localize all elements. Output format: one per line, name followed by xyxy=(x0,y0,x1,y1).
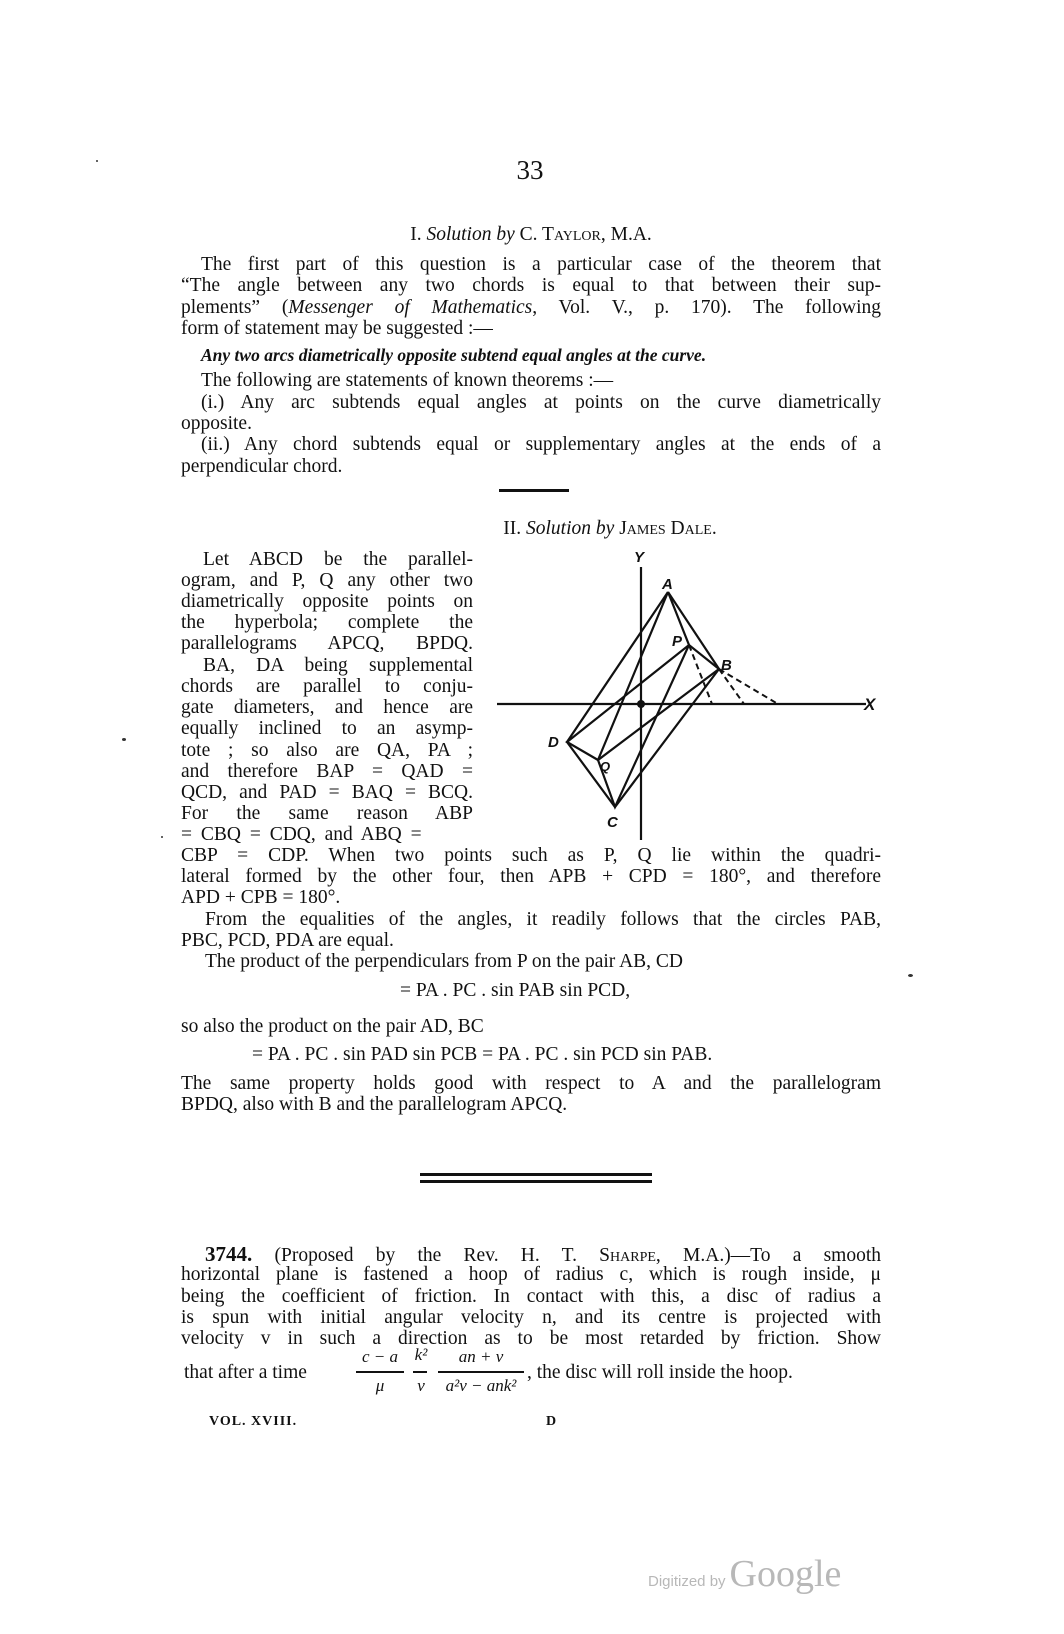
problem-line: velocity v in such a direction as to be most retarded by friction. Show xyxy=(181,1328,881,1349)
label-a: A xyxy=(662,576,673,593)
frac1-num: c − a xyxy=(361,1347,399,1366)
section2-author: James Dale. xyxy=(619,518,717,539)
parallelogram-apcq xyxy=(598,592,689,807)
s1-line-8: opposite. xyxy=(181,413,252,434)
s2-col-line: equally inclined to an asymp- xyxy=(181,718,473,739)
s2-line: so also the product on the pair AD, BC xyxy=(181,1016,484,1037)
s2-line: BPDQ, also with B and the parallelogram APCQ. xyxy=(181,1094,568,1115)
s2-col-line: ogram, and P, Q any other two xyxy=(181,570,473,591)
dashed-line-b2 xyxy=(719,669,778,704)
s2-col-line: gate diameters, and hence are xyxy=(181,697,473,718)
proposer-post: , M.A.)—To a smooth xyxy=(655,1245,882,1266)
problem-line: being the coefficient of friction. In contact with this, a disc of radius a xyxy=(181,1286,881,1307)
double-rule-bottom xyxy=(420,1180,652,1183)
s1-theorem-ii: (ii.) Any chord subtends equal or supplementary angles at the ends of a xyxy=(201,434,881,455)
section2-numeral: II. xyxy=(503,518,522,539)
label-b: B xyxy=(721,657,732,674)
journal-title: Messenger of Mathematics xyxy=(288,297,533,318)
section1-author: C. Taylor, M.A. xyxy=(519,224,652,245)
digitized-by-google-watermark xyxy=(648,1552,841,1596)
section2-solution-by: Solution by xyxy=(526,518,615,539)
scan-speck xyxy=(908,974,913,977)
double-rule-top xyxy=(420,1173,652,1176)
problem-line: is spun with initial angular velocity n, and its centre is projected with xyxy=(181,1307,881,1328)
frac3-bar xyxy=(438,1371,524,1373)
s2-line: PBC, PCD, PDA are equal. xyxy=(181,930,394,951)
s1-line-3-post: , Vol. V., p. 170). The following xyxy=(532,297,882,318)
frac2-num: k² xyxy=(414,1345,428,1364)
frac3-num: an + v xyxy=(458,1347,504,1366)
s2-col-line: diametrically opposite points on xyxy=(181,591,473,612)
problem-line: horizontal plane is fastened a hoop of radius c, which is rough inside, μ xyxy=(181,1264,881,1285)
s2-col-line: = CBQ = CDQ, and ABQ = xyxy=(181,824,422,845)
label-x: X xyxy=(864,695,876,714)
scan-speck xyxy=(161,836,163,838)
watermark-prefix: Digitized by xyxy=(648,1573,726,1590)
s2-col-line: and therefore BAP = QAD = xyxy=(181,761,473,782)
s1-line-2: “The angle between any two chords is equal to that between their sup- xyxy=(181,275,881,296)
dashed-line-b1 xyxy=(719,669,744,704)
s2-col-line: the hyperbola; complete the xyxy=(181,612,473,633)
frac3-den: a²v − ank² xyxy=(445,1376,517,1395)
s1-line-4: form of statement may be suggested :— xyxy=(181,318,493,339)
problem-last-post: , the disc will roll inside the hoop. xyxy=(527,1362,793,1383)
label-p: P xyxy=(672,633,683,650)
s2-line: The product of the perpendiculars from P on the pair AB, CD xyxy=(205,951,683,972)
problem-number: 3744. xyxy=(205,1242,253,1266)
frac1-bar xyxy=(356,1371,404,1373)
s1-theorem-statement: Any two arcs diametrically opposite subtend equal angles at the curve. xyxy=(201,345,707,365)
s2-col-line: BA, DA being supplemental xyxy=(203,655,473,676)
s1-line-3-pre: plements” ( xyxy=(181,297,289,318)
proposer-name: Sharpe xyxy=(599,1245,656,1266)
frac2-den: v xyxy=(417,1376,425,1395)
s1-line-1: The first part of this question is a particular case of the theorem that xyxy=(201,254,881,275)
label-c: C xyxy=(607,814,618,831)
page-number: 33 xyxy=(516,155,544,185)
label-q: Q xyxy=(600,759,611,774)
scan-speck xyxy=(122,738,126,741)
s1-line-6: The following are statements of known theorems :— xyxy=(201,370,614,391)
s2-col-line: chords are parallel to conju- xyxy=(181,676,473,697)
section1-numeral: I. xyxy=(410,224,422,245)
google-logo: Google xyxy=(729,1553,842,1595)
volume-footer: VOL. XVIII. xyxy=(209,1414,298,1429)
scan-speck xyxy=(96,160,98,162)
origin-point xyxy=(637,700,645,708)
s2-line: CBP = CDP. When two points such as P, Q lie within the quadri- xyxy=(181,845,881,866)
label-y: Y xyxy=(634,549,645,566)
s2-col-line: tote ; so also are QA, PA ; xyxy=(181,740,473,761)
label-d: D xyxy=(548,734,559,751)
parallelogram-abcd xyxy=(567,592,719,807)
s1-line-10: perpendicular chord. xyxy=(181,456,343,477)
s2-col-line: Let ABCD be the parallel- xyxy=(203,549,473,570)
signature-mark: D xyxy=(546,1414,558,1429)
section1-solution-by: Solution by xyxy=(426,224,515,245)
s2-line: From the equalities of the angles, it readily follows that the circles PAB, xyxy=(205,909,881,930)
problem-last-pre: that after a time xyxy=(184,1362,307,1383)
s2-col-line: parallelograms APCQ, BPDQ. xyxy=(181,633,473,654)
s2-line: APD + CPB = 180°. xyxy=(181,887,341,908)
frac2-bar xyxy=(413,1371,427,1373)
s2-line: The same property holds good with respect to A and the parallelogram xyxy=(181,1073,881,1094)
s2-equation-1: = PA . PC . sin PAB sin PCD, xyxy=(400,980,631,1001)
s2-col-line: For the same reason ABP xyxy=(181,803,473,824)
frac1-den: μ xyxy=(375,1376,385,1395)
s2-equation-2: = PA . PC . sin PAD sin PCB = PA . PC . sin PCD sin PAB. xyxy=(252,1044,713,1065)
proposer-pre: (Proposed by the Rev. H. T. xyxy=(274,1245,600,1266)
s2-col-line: QCD, and PAD = BAQ = BCQ. xyxy=(181,782,473,803)
s2-line: lateral formed by the other four, then APB + CPD = 180°, and therefore xyxy=(181,866,881,887)
s1-theorem-i: (i.) Any arc subtends equal angles at points on the curve diametrically xyxy=(201,392,881,413)
